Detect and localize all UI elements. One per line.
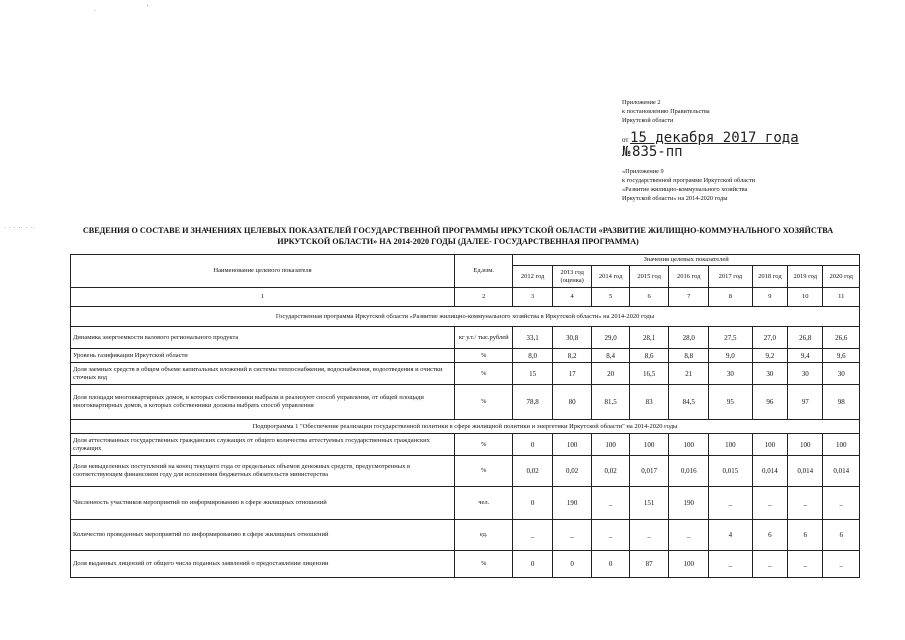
indicator-value: 151 (629, 487, 669, 520)
indicator-value: 4 (709, 520, 753, 551)
indicator-value: 8,0 (513, 349, 553, 363)
indicator-value: 0,02 (513, 456, 553, 487)
indicator-value: 0 (592, 551, 629, 578)
margin-scribble: · · · ·· · ·· (4, 225, 36, 232)
date-prefix: от (622, 136, 629, 144)
indicator-value: 87 (629, 551, 669, 578)
indicator-value: 190 (669, 487, 709, 520)
table-row (71, 520, 860, 551)
header-year: 2020 год (823, 266, 860, 288)
indicator-value: _ (709, 551, 753, 578)
indicator-value: 30 (752, 363, 787, 385)
number-value: 835-пп (632, 144, 683, 160)
column-number: 5 (592, 288, 629, 307)
table-row (71, 349, 860, 363)
indicator-value: 100 (823, 434, 860, 456)
header-unit: Ед.изм. (455, 255, 513, 288)
indicator-unit: % (455, 349, 513, 363)
date-value: 15 декабря 2017 года (630, 130, 799, 146)
indicator-value: _ (788, 551, 823, 578)
indicator-value: 83 (629, 385, 669, 420)
table-row (71, 456, 860, 487)
indicator-value: 78,8 (513, 385, 553, 420)
indicator-value: 95 (709, 385, 753, 420)
indicator-value: 27,5 (709, 327, 753, 349)
indicator-value: 28,1 (629, 327, 669, 349)
indicator-value: 80 (552, 385, 592, 420)
header-year: 2019 год (788, 266, 823, 288)
indicator-value: 8,8 (669, 349, 709, 363)
indicator-value: 0,02 (552, 456, 592, 487)
indicator-value: 30 (709, 363, 753, 385)
indicator-value: 0 (513, 551, 553, 578)
indicator-value: _ (752, 487, 787, 520)
indicator-name: Доля невыделенных поступлений на конец текущего года от предельных объемов денежных средств, предусмотренных в соответствующем финансовом году для исполнения бюджетных обязательств министерства (71, 456, 455, 487)
indicator-value: 100 (752, 434, 787, 456)
indicator-value: _ (823, 551, 860, 578)
section-row (71, 307, 860, 327)
header-year: 2015 год (629, 266, 669, 288)
indicator-value: 0,016 (669, 456, 709, 487)
indicator-unit: % (455, 456, 513, 487)
table-row (71, 434, 860, 456)
indicator-value: 9,6 (823, 349, 860, 363)
indicator-unit: % (455, 385, 513, 420)
indicator-value: 30 (788, 363, 823, 385)
indicator-value: 30 (823, 363, 860, 385)
indicator-value: 0 (513, 434, 553, 456)
indicator-value: 100 (788, 434, 823, 456)
indicator-value: 8,2 (552, 349, 592, 363)
indicator-value: _ (629, 520, 669, 551)
number-prefix: № (622, 144, 631, 160)
indicator-value: 26,8 (788, 327, 823, 349)
indicator-value: 100 (552, 434, 592, 456)
header-name: Наименование целевого показателя (71, 255, 455, 288)
indicator-value: _ (592, 520, 629, 551)
indicator-name: Доля аттестованных государственных гражданских служащих от общего количества аттестуемых государственных гражданских служащих (71, 434, 455, 456)
header-year: 2012 год (513, 266, 553, 288)
indicator-value: _ (592, 487, 629, 520)
section-row (71, 420, 860, 434)
header-row (71, 255, 860, 266)
indicator-name: Доля выданных лицензий от общего числа поданных заявлений о предоставлении лицензии (71, 551, 455, 578)
indicator-value: 6 (788, 520, 823, 551)
table-row (71, 551, 860, 578)
indicator-value: 0,014 (752, 456, 787, 487)
appendix9-line: «Развитие жилищно-коммунального хозяйства (622, 186, 748, 193)
header-year: 2017 год (709, 266, 753, 288)
indicator-value: 0,015 (709, 456, 753, 487)
indicator-value: 100 (709, 434, 753, 456)
indicator-value: 0,014 (823, 456, 860, 487)
indicator-value: 0 (513, 487, 553, 520)
indicator-value: 0,02 (592, 456, 629, 487)
appendix-line: к постановлению Правительства (622, 108, 710, 115)
indicator-value: 9,4 (788, 349, 823, 363)
header-year: 2014 год (592, 266, 629, 288)
indicator-value: 100 (669, 551, 709, 578)
column-number: 3 (513, 288, 553, 307)
indicator-value: _ (788, 487, 823, 520)
column-number: 7 (669, 288, 709, 307)
indicator-value: 0 (552, 551, 592, 578)
indicator-unit: чел. (455, 487, 513, 520)
indicator-value: _ (552, 520, 592, 551)
scan-speck: ' (147, 4, 149, 11)
indicator-value: 15 (513, 363, 553, 385)
appendix9-block (622, 167, 822, 203)
indicator-value: 0,014 (788, 456, 823, 487)
resolution-number (622, 145, 822, 159)
table-row (71, 327, 860, 349)
indicator-value: _ (709, 487, 753, 520)
indicator-name: Количество проведенных мероприятий по информированию в сфере жилищных отношений (71, 520, 455, 551)
header-year: 2018 год (752, 266, 787, 288)
indicator-name: Численность участников мероприятий по информированию в сфере жилищных отношений (71, 487, 455, 520)
column-number: 8 (709, 288, 753, 307)
indicator-value: 8,4 (592, 349, 629, 363)
indicator-value: 6 (823, 520, 860, 551)
column-number: 4 (552, 288, 592, 307)
table-row (71, 363, 860, 385)
indicator-value: 21 (669, 363, 709, 385)
indicator-value: 9,2 (752, 349, 787, 363)
indicator-name: Доля заемных средств в общем объеме капитальных вложений в системы теплоснабжения, водоснабжения, водоотведения и очистки сточных вод (71, 363, 455, 385)
appendix9-line: Иркутской области» на 2014-2020 годы (622, 195, 728, 202)
indicator-name: Уровень газификации Иркутской области (71, 349, 455, 363)
indicator-name: Динамика энергоемкости валового регионального продукта (71, 327, 455, 349)
indicator-value: _ (752, 551, 787, 578)
indicators-table (70, 254, 860, 578)
indicator-value: 9,0 (709, 349, 753, 363)
indicator-unit: % (455, 434, 513, 456)
indicator-value: 27,0 (752, 327, 787, 349)
column-numbers-row (71, 288, 860, 307)
indicator-name: Доля площади многоквартирных домов, в которых собственники выбрали и реализуют способ управления, от общей площади многоквартирных домов, в которых собственники должны выбрать способ управления (71, 385, 455, 420)
indicator-value: 81,5 (592, 385, 629, 420)
indicator-value: 17 (552, 363, 592, 385)
section-title: Подпрограмма 1 "Обеспечение реализации государственной политики в сфере жилищной политики и энергетики Иркутской области" на 2014-2020 годы (71, 420, 860, 434)
resolution-date (622, 131, 822, 145)
indicator-value: _ (823, 487, 860, 520)
appendix-line: Иркутской области (622, 117, 674, 124)
header-year: 2016 год (669, 266, 709, 288)
indicator-value: 8,6 (629, 349, 669, 363)
section2-body (71, 434, 860, 578)
column-number: 10 (788, 288, 823, 307)
indicator-value: 84,5 (669, 385, 709, 420)
indicator-value: 100 (592, 434, 629, 456)
appendix9-line: «Приложение 9 (622, 168, 664, 175)
indicator-value: 16,5 (629, 363, 669, 385)
indicator-value: 6 (752, 520, 787, 551)
section-title: Государственная программа Иркутской области «Развитие жилищно-коммунального хозяйства в Иркутской области» на 2014-2020 годы (71, 307, 860, 327)
column-number: 11 (823, 288, 860, 307)
indicator-value: 0,017 (629, 456, 669, 487)
indicator-unit: % (455, 551, 513, 578)
indicator-value: _ (513, 520, 553, 551)
indicator-value: 28,0 (669, 327, 709, 349)
indicator-value: 100 (669, 434, 709, 456)
indicator-value: 33,1 (513, 327, 553, 349)
scan-speck: . (94, 6, 96, 13)
indicator-value: 26,6 (823, 327, 860, 349)
column-number: 6 (629, 288, 669, 307)
indicator-value: 29,0 (592, 327, 629, 349)
section1-body (71, 327, 860, 420)
header-year: 2013 год (оценка) (552, 266, 592, 288)
appendix-line: Приложение 2 (622, 99, 661, 106)
column-number: 9 (752, 288, 787, 307)
table-row (71, 385, 860, 420)
indicator-unit: ед. (455, 520, 513, 551)
indicator-unit: % (455, 363, 513, 385)
document-title: СВЕДЕНИЯ О СОСТАВЕ И ЗНАЧЕНИЯХ ЦЕЛЕВЫХ ПОКАЗАТЕЛЕЙ ГОСУДАРСТВЕННОЙ ПРОГРАММЫ ИРКУТСКОЙ ОБЛАСТИ «РАЗВИТИЕ ЖИЛИЩНО-КОММУНАЛЬНОГО ХОЗЯЙСТВА ИРКУТСКОЙ ОБЛАСТИ» НА 2014-2020 ГОДЫ (ДАЛЕЕ- ГОСУДАРСТВЕННАЯ ПРОГРАММА) (82, 226, 834, 246)
appendix9-line: к государственной программе Иркутской области (622, 177, 755, 184)
indicator-value: 97 (788, 385, 823, 420)
indicator-value: 20 (592, 363, 629, 385)
column-number: 2 (455, 288, 513, 307)
indicator-value: 96 (752, 385, 787, 420)
header-values-group: Значения целевых показателей (513, 255, 860, 266)
table-row (71, 487, 860, 520)
indicator-value: 100 (629, 434, 669, 456)
indicator-value: _ (669, 520, 709, 551)
indicator-value: 30,8 (552, 327, 592, 349)
appendix-block (622, 98, 822, 203)
indicator-value: 190 (552, 487, 592, 520)
indicator-unit: кг у.т./ тыс.рублей (455, 327, 513, 349)
indicator-value: 98 (823, 385, 860, 420)
column-number: 1 (71, 288, 455, 307)
